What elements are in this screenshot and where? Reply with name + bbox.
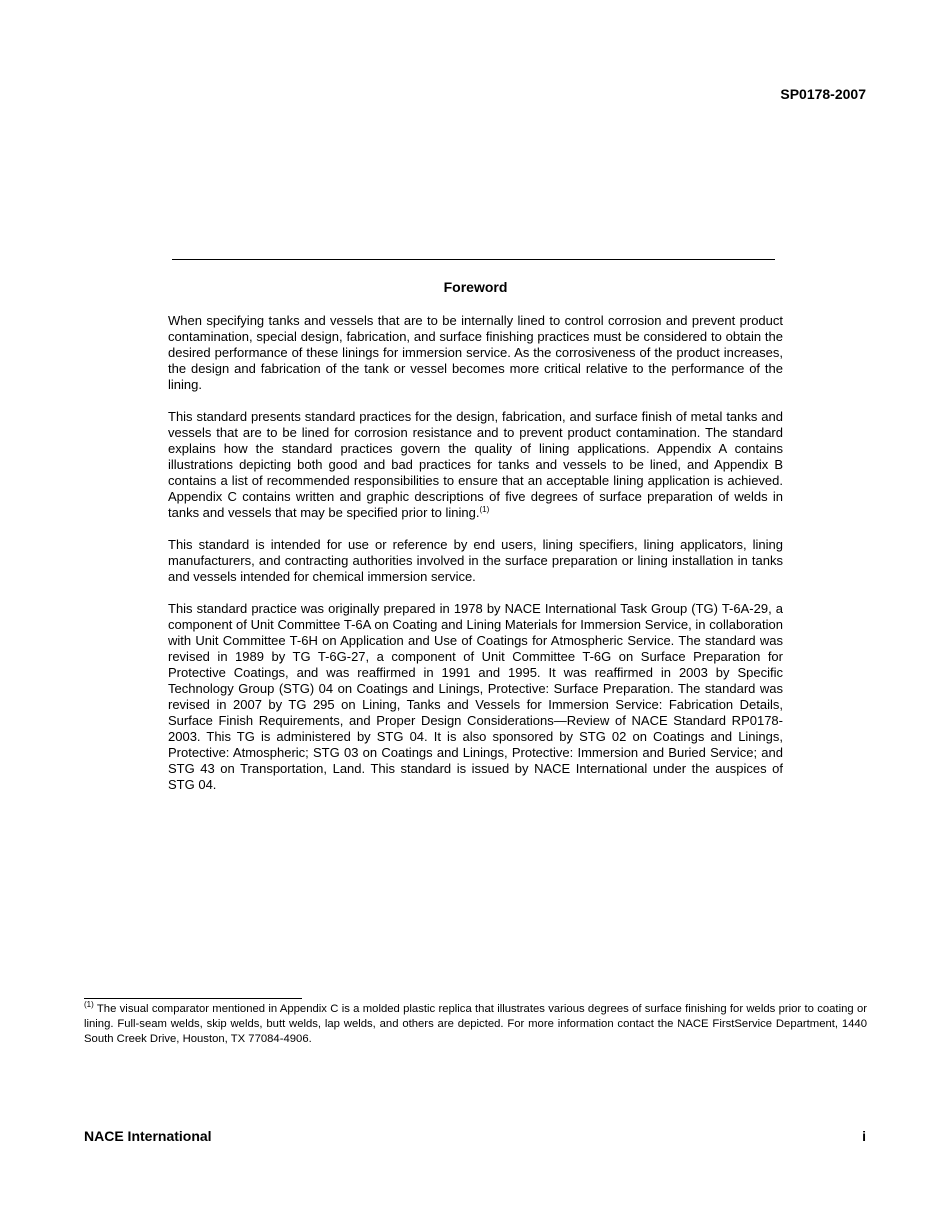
- page-number: i: [862, 1128, 866, 1144]
- section-title: Foreword: [443, 279, 508, 295]
- footer-organization: NACE International: [84, 1128, 212, 1144]
- paragraph: When specifying tanks and vessels that are to be internally lined to control corrosion and prevent product contamination, special design, fabrication, and surface finishing practices must be considered to obtain the desired performance of these linings for immersion service. As the corrosiveness of the product increases, the design and fabrication of the tank or vessel becomes more critical relative to the performance of the lining.: [168, 313, 783, 392]
- footnote: [84, 1002, 867, 1047]
- footnote-divider: [84, 998, 302, 999]
- paragraph: [168, 409, 783, 521]
- footnote-marker: (1): [84, 1000, 94, 1009]
- section-divider: [172, 259, 775, 260]
- paragraph-text: This standard presents standard practices for the design, fabrication, and surface finish of metal tanks and vessels that are to be lined for corrosion resistance and to prevent product contamination. The standard explains how the standard practices govern the quality of lining applications. Appendix A contains illustrations depicting both good and bad practices for tanks and vessels to be lined, and Appendix B contains a list of recommended responsibilities to ensure that an acceptable lining application is achieved. Appendix C contains written and graphic descriptions of five degrees of surface preparation of welds in tanks and vessels that may be specified prior to lining.: [168, 409, 783, 520]
- footnote-text: The visual comparator mentioned in Appendix C is a molded plastic replica that illustrates various degrees of surface finishing for welds prior to coating or lining. Full-seam welds, skip welds, butt welds, lap welds, and others are depicted. For more information contact the NACE FirstService Department, 1440 South Creek Drive, Houston, TX 77084-4906.: [84, 1003, 867, 1045]
- footnote-reference[interactable]: (1): [479, 505, 490, 514]
- document-id: SP0178-2007: [780, 86, 866, 102]
- foreword-body: [168, 313, 783, 809]
- paragraph: This standard practice was originally prepared in 1978 by NACE International Task Group (TG) T-6A-29, a component of Unit Committee T-6A on Coating and Lining Materials for Immersion Service, in collaboration with Unit Committee T-6H on Application and Use of Coatings for Atmospheric Service. The standard was revised in 1989 by TG T-6G-27, a component of Unit Committee T-6G on Surface Preparation for Protective Coatings, and was reaffirmed in 1991 and 1995. It was reaffirmed in 2003 by Specific Technology Group (STG) 04 on Coatings and Linings, Protective: Surface Preparation. The standard was revised in 2007 by TG 295 on Lining, Tanks and Vessels for Immersion Service: Fabrication Details, Surface Finish Requirements, and Proper Design Considerations—Review of NACE Standard RP0178-2003. This TG is administered by STG 04. It is also sponsored by STG 02 on Coatings and Linings, Protective: Atmospheric; STG 03 on Coatings and Linings, Protective: Immersion and Buried Service; and STG 43 on Transportation, Land. This standard is issued by NACE International under the auspices of STG 04.: [168, 601, 783, 792]
- paragraph: This standard is intended for use or reference by end users, lining specifiers, lining applicators, lining manufacturers, and contracting authorities involved in the surface preparation or lining installation in tanks and vessels intended for chemical immersion service.: [168, 537, 783, 584]
